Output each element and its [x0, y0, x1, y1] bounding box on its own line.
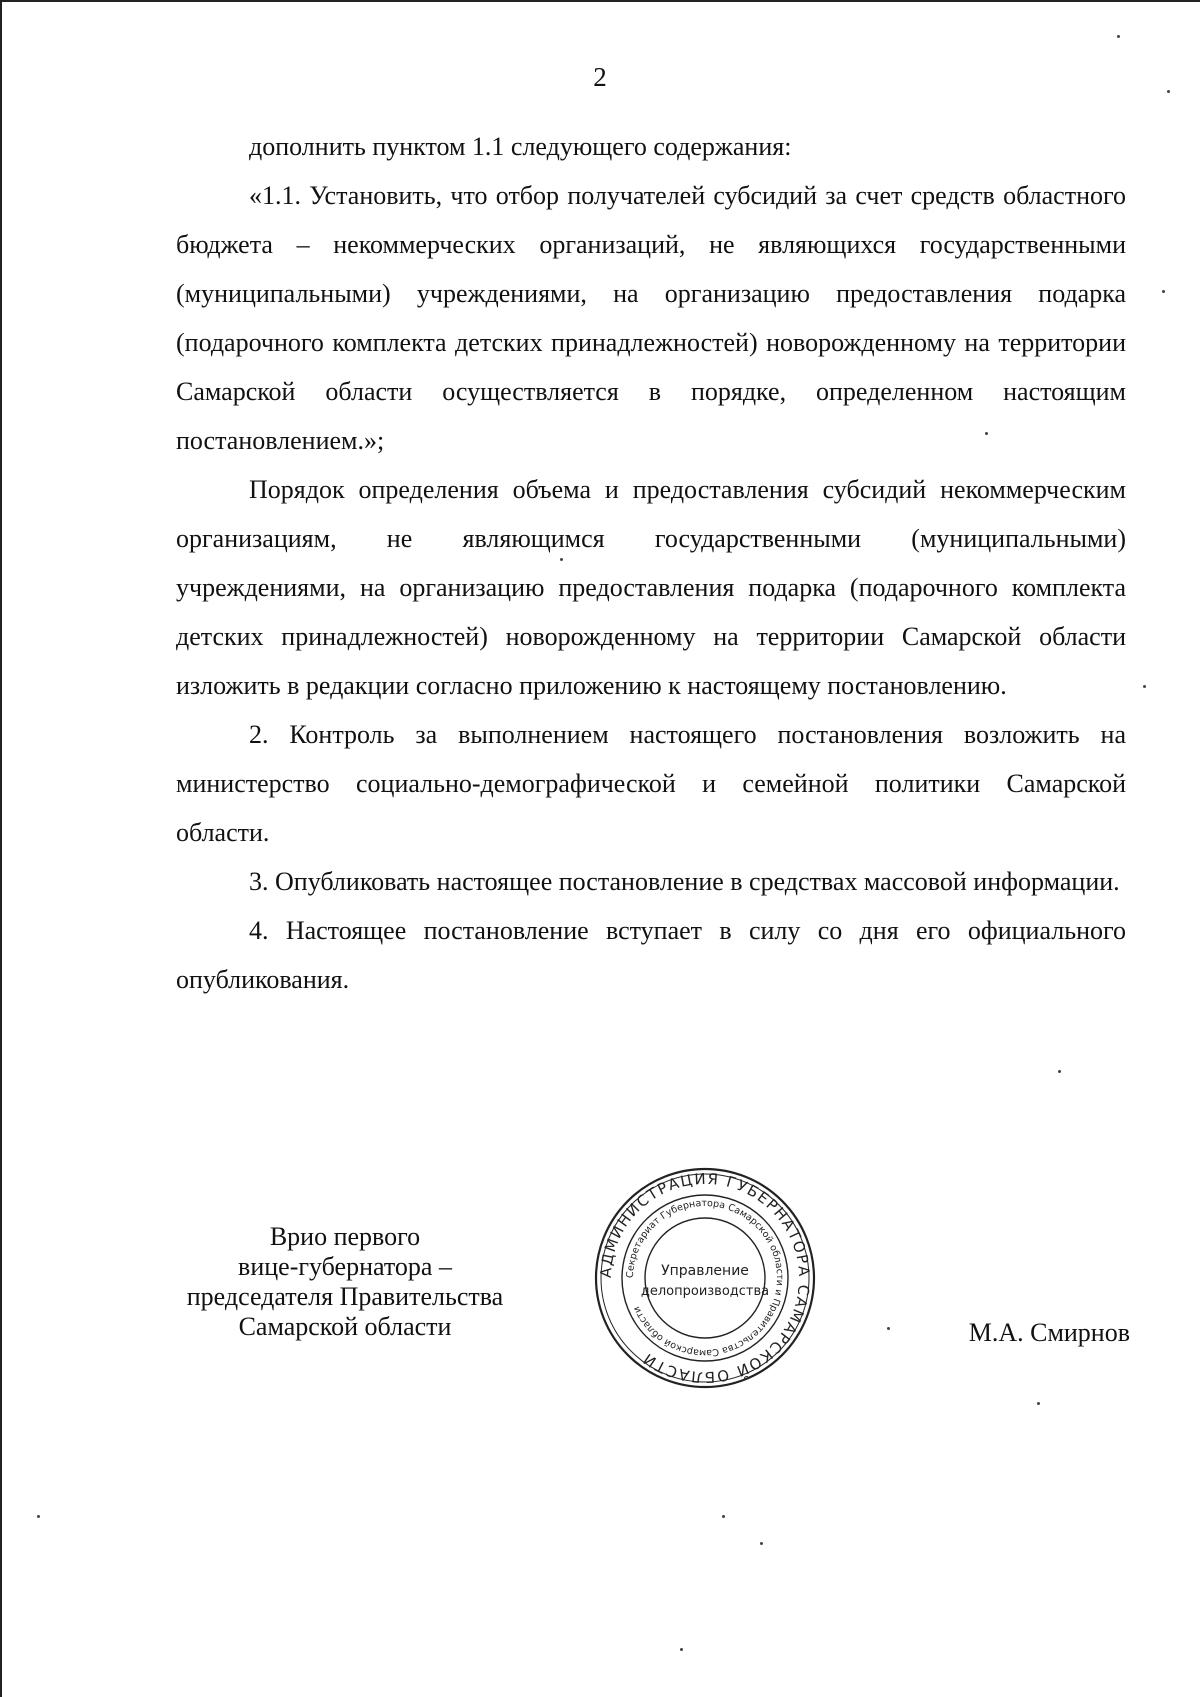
stamp-outer-text: АДМИНИСТРАЦИЯ ГУБЕРНАТОРА САМАРСКОЙ ОБЛАСТИ: [596, 1169, 814, 1387]
document-body: [176, 122, 1126, 1004]
paragraph-1-1: «1.1. Установить, что отбор получателей субсидий за счет средств областного бюджета – некоммерческих организаций, не являющихся государственными (муниципальными) учреждениями, на организацию предоставления подарка (подарочного комплекта детских принадлежностей) новорожденному на территории Самарской области осуществляется в порядке, определенном настоящим постановлением.»;: [176, 181, 1126, 455]
signatory-title: [170, 1222, 520, 1342]
scan-edge-top: [0, 0, 1200, 2]
signatory-title-line: председателя Правительства: [186, 1282, 504, 1311]
scan-speck: [37, 1515, 40, 1518]
signatory-title-line: Самарской области: [238, 1312, 452, 1341]
paragraph-intro: дополнить пунктом 1.1 следующего содержания:: [249, 132, 792, 161]
scan-speck: [1167, 90, 1170, 93]
scan-speck: [887, 1327, 890, 1330]
scan-speck: [1143, 685, 1146, 688]
signatory-name: М.А. Смирнов: [968, 1318, 1130, 1347]
paragraph-3: 3. Опубликовать настоящее постановление в средствах массовой информации.: [249, 867, 1120, 896]
scan-speck: [680, 1648, 683, 1651]
official-stamp: [590, 1163, 820, 1393]
scan-edge-left: [0, 0, 2, 1697]
scan-speck: [1058, 1070, 1061, 1073]
page-number: 2: [593, 62, 607, 92]
scan-speck: [760, 1542, 763, 1545]
paragraph-4: 4. Настоящее постановление вступает в силу со дня его официального опубликования.: [176, 916, 1126, 994]
stamp-center-line2: делопроизводства: [640, 1284, 770, 1299]
scan-speck: [1037, 1402, 1040, 1405]
paragraph-order: Порядок определения объема и предоставления субсидий некоммерческим организациям, не являющимся государственными (муниципальными) учреждениями, на организацию предоставления подарка (подарочного комплекта детских принадлежностей) новорожденному на территории Самарской области изложить в редакции согласно приложению к настоящему постановлению.: [176, 475, 1126, 700]
stamp-center-line1: Управление: [661, 1263, 749, 1279]
scan-speck: [985, 432, 988, 435]
paragraph-2: 2. Контроль за выполнением настоящего постановления возложить на министерство социально-демографической и семейной политики Самарской области.: [176, 720, 1126, 847]
signatory-title-line: Врио первого: [269, 1222, 421, 1251]
scan-speck: [560, 558, 563, 561]
scan-speck: [1117, 35, 1120, 38]
signatory-title-line: вице-губернатора –: [238, 1252, 452, 1281]
scan-speck: [722, 1515, 725, 1518]
stamp-inner-text: Секретариат Губернатора Самарской области и Правительства Самарской области: [624, 1197, 786, 1359]
scan-speck: [1162, 290, 1165, 293]
